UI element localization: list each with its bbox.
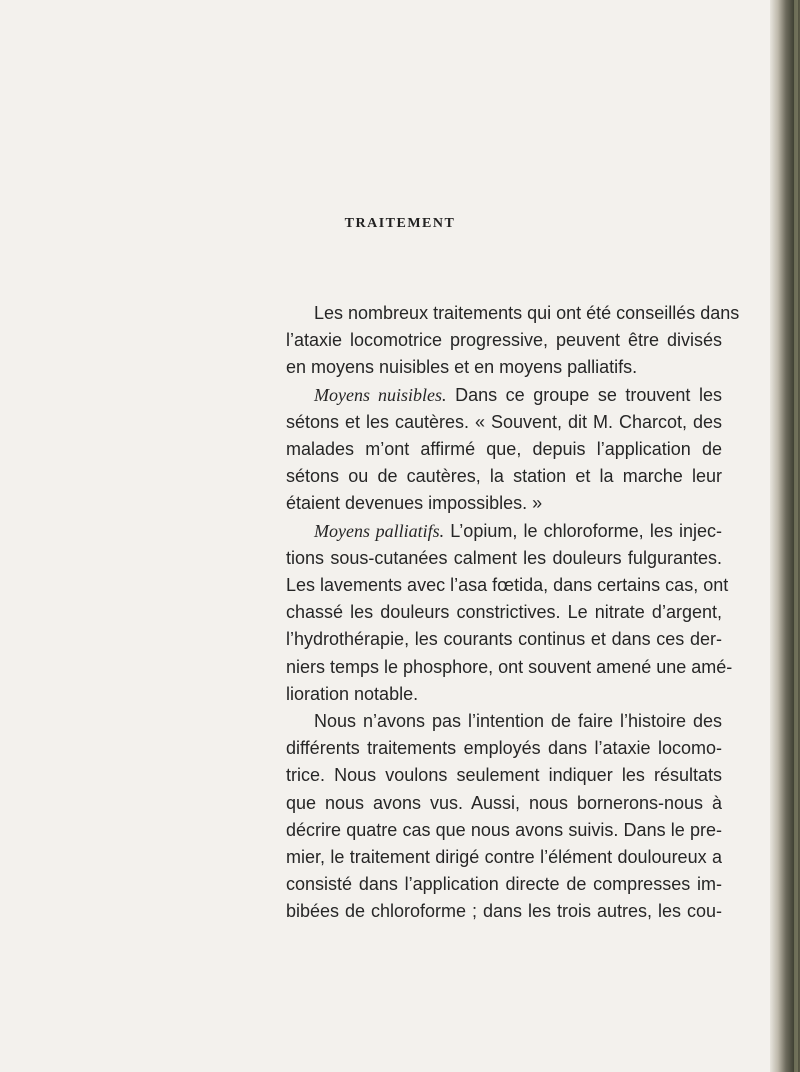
section-heading: TRAITEMENT bbox=[344, 216, 456, 231]
text-run: L’opium, le chloroforme, les injec- bbox=[444, 520, 722, 541]
text-line: étaient devenues impossibles. » bbox=[286, 493, 543, 514]
text-line bbox=[286, 382, 722, 409]
text-line: chassé les douleurs constrictives. Le nitrate d’argent, bbox=[286, 602, 722, 623]
text-line: sétons ou de cautères, la station et la marche leur bbox=[286, 466, 722, 487]
text-line: Nous n’avons pas l’intention de faire l’histoire des bbox=[314, 711, 722, 732]
text-line: décrire quatre cas que nous avons suivis. Dans le pre- bbox=[286, 819, 722, 840]
body-text bbox=[286, 300, 740, 926]
text-line: trice. Nous voulons seulement indiquer les résultats bbox=[286, 765, 722, 786]
text-line: l’hydrothérapie, les courants continus et dans ces der- bbox=[286, 629, 722, 650]
text-line: sétons et les cautères. « Souvent, dit M. Charcot, des bbox=[286, 411, 722, 432]
text-line: l’ataxie locomotrice progressive, peuvent être divisés bbox=[286, 330, 722, 351]
text-line: malades m’ont affirmé que, depuis l’application de bbox=[286, 439, 722, 460]
text-line: consisté dans l’application directe de compresses im- bbox=[286, 874, 722, 895]
text-line: bibées de chloroforme ; dans les trois autres, les cou- bbox=[286, 901, 722, 922]
text-line: différents traitements employés dans l’ataxie locomo- bbox=[286, 738, 722, 759]
text-line: mier, le traitement dirigé contre l’élément douloureux a bbox=[286, 847, 722, 868]
text-line: Les nombreux traitements qui ont été conseillés dans bbox=[314, 303, 740, 323]
text-line: niers temps le phosphore, ont souvent amené une amé- bbox=[286, 656, 733, 677]
text-line: en moyens nuisibles et en moyens palliatifs. bbox=[286, 357, 638, 378]
paragraph-lead: Moyens palliatifs. bbox=[314, 520, 445, 541]
binding-edge bbox=[770, 0, 800, 1072]
text-run: Dans ce groupe se trouvent les bbox=[446, 384, 722, 405]
text-line: que nous avons vus. Aussi, nous bornerons-nous à bbox=[286, 792, 722, 813]
paragraph-moyens-nuisibles bbox=[286, 382, 722, 518]
paragraph-moyens-palliatifs bbox=[286, 518, 733, 708]
text-line: tions sous-cutanées calment les douleurs fulgurantes. bbox=[286, 547, 722, 568]
text-line: lioration notable. bbox=[286, 683, 419, 704]
paragraph-lead: Moyens nuisibles. bbox=[314, 384, 447, 405]
paragraph-intro bbox=[286, 300, 740, 382]
text-line: Les lavements avec l’asa fœtida, dans certains cas, ont bbox=[286, 575, 729, 596]
paragraph-traitements bbox=[286, 708, 722, 926]
text-line bbox=[286, 518, 722, 545]
